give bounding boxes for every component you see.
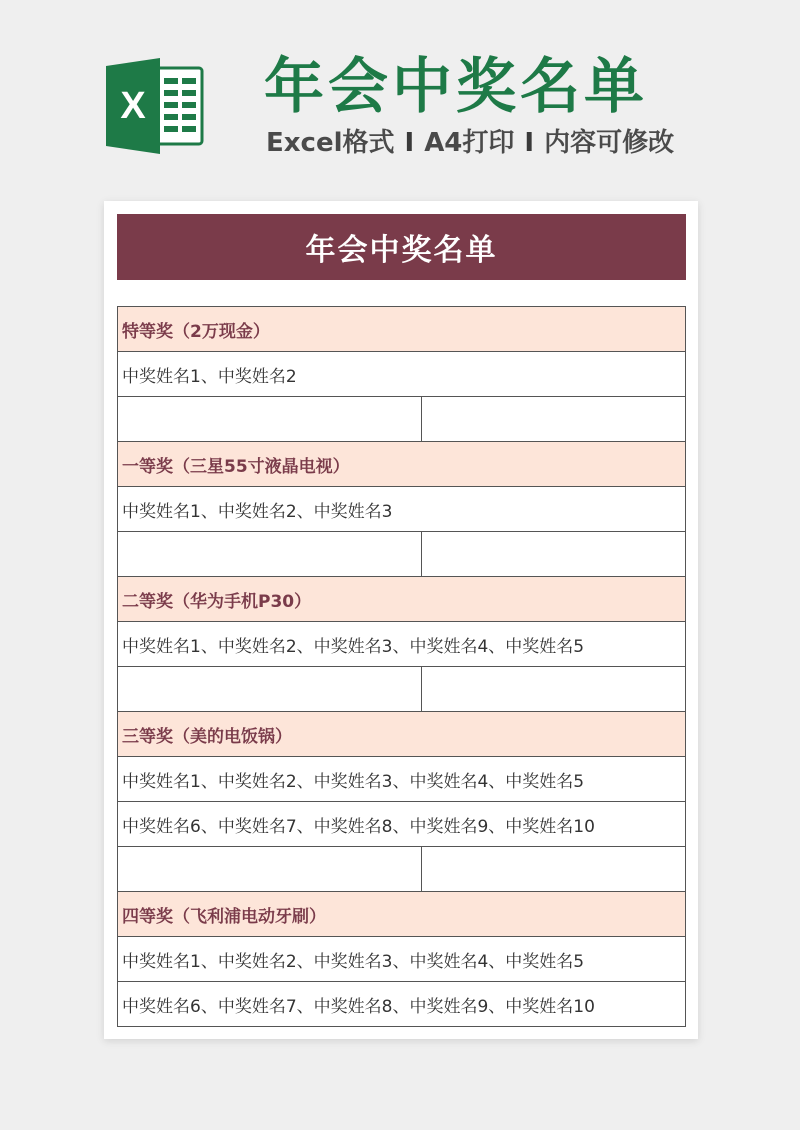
prize-header-row[interactable]: 四等奖（飞利浦电动牙刷） [118,892,685,937]
prize-header-row[interactable]: 二等奖（华为手机P30） [118,577,685,622]
blank-split-row [118,847,685,892]
subtitle-separator: I [404,128,415,158]
blank-cell-right[interactable] [422,667,685,711]
prize-header-row[interactable]: 特等奖（2万现金） [118,307,685,352]
winner-names-row[interactable]: 中奖姓名6、中奖姓名7、中奖姓名8、中奖姓名9、中奖姓名10 [118,982,685,1026]
winner-names-row[interactable]: 中奖姓名6、中奖姓名7、中奖姓名8、中奖姓名9、中奖姓名10 [118,802,685,847]
prize-header-row[interactable]: 三等奖（美的电饭锅） [118,712,685,757]
winner-names-row[interactable]: 中奖姓名1、中奖姓名2、中奖姓名3 [118,487,685,532]
winner-names-row[interactable]: 中奖姓名1、中奖姓名2、中奖姓名3、中奖姓名4、中奖姓名5 [118,757,685,802]
subtitle-print: A4打印 [424,128,515,158]
blank-cell-left[interactable] [118,847,422,891]
blank-cell-left[interactable] [118,532,422,576]
blank-cell-left[interactable] [118,667,422,711]
blank-cell-right[interactable] [422,532,685,576]
award-table [117,306,686,1027]
subtitle-separator: I [524,128,535,158]
winner-names-row[interactable]: 中奖姓名1、中奖姓名2、中奖姓名3、中奖姓名4、中奖姓名5 [118,622,685,667]
subtitle-editable: 内容可修改 [544,128,675,158]
winner-names-row[interactable]: 中奖姓名1、中奖姓名2、中奖姓名3、中奖姓名4、中奖姓名5 [118,937,685,982]
excel-icon [104,58,204,154]
page-subtitle [266,126,674,160]
page-title: 年会中奖名单 [264,52,648,122]
blank-split-row [118,532,685,577]
blank-cell-right[interactable] [422,397,685,441]
subtitle-format: Excel格式 [266,128,395,158]
excel-logo-letter: X [120,85,146,127]
page-header [0,0,800,190]
prize-header-row[interactable]: 一等奖（三星55寸液晶电视） [118,442,685,487]
blank-cell-left[interactable] [118,397,422,441]
sheet-banner-title: 年会中奖名单 [117,214,686,280]
blank-split-row [118,397,685,442]
spreadsheet-page [104,201,698,1039]
blank-split-row [118,667,685,712]
blank-cell-right[interactable] [422,847,685,891]
winner-names-row[interactable]: 中奖姓名1、中奖姓名2 [118,352,685,397]
